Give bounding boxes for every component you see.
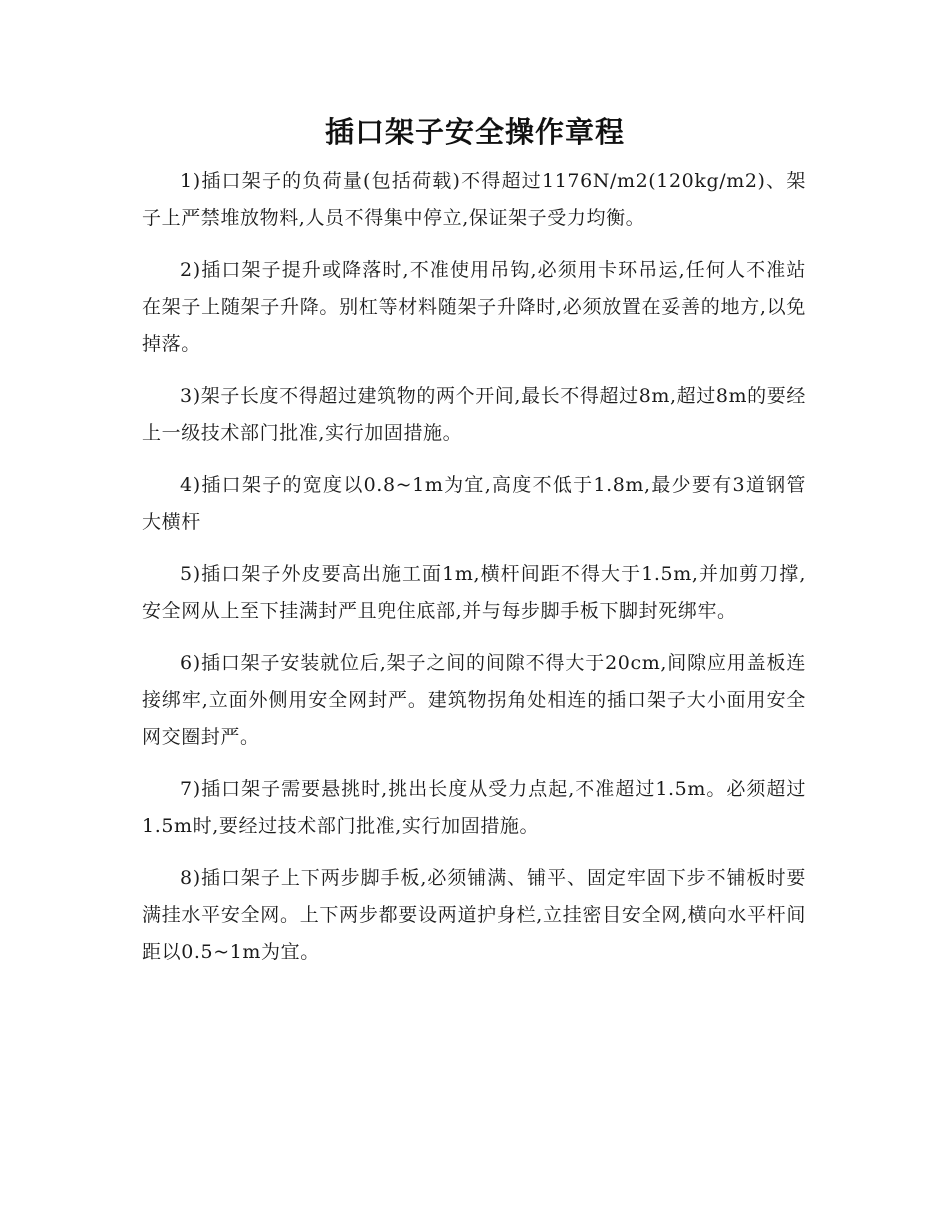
- paragraph-5: 5)插口架子外皮要高出施工面1m,横杆间距不得大于1.5m,并加剪刀撑,安全网从上至下挂满封严且兜住底部,并与每步脚手板下脚封死绑牢。: [142, 563, 806, 622]
- paragraph-7: 7)插口架子需要悬挑时,挑出长度从受力点起,不准超过1.5m。必须超过1.5m时,要经过技术部门批准,实行加固措施。: [142, 778, 806, 837]
- document-body: [142, 163, 806, 986]
- paragraph-3: 3)架子长度不得超过建筑物的两个开间,最长不得超过8m,超过8m的要经上一级技术部门批准,实行加固措施。: [142, 385, 806, 444]
- paragraph-1: 1)插口架子的负荷量(包括荷载)不得超过1176N/m2(120kg/m2)、架子上严禁堆放物料,人员不得集中停立,保证架子受力均衡。: [142, 170, 806, 229]
- paragraph-2: 2)插口架子提升或降落时,不准使用吊钩,必须用卡环吊运,任何人不准站在架子上随架子升降。别杠等材料随架子升降时,必须放置在妥善的地方,以免掉落。: [142, 259, 806, 355]
- paragraph-6: 6)插口架子安装就位后,架子之间的间隙不得大于20cm,间隙应用盖板连接绑牢,立面外侧用安全网封严。建筑物拐角处相连的插口架子大小面用安全网交圈封严。: [142, 652, 806, 748]
- paragraph-8: 8)插口架子上下两步脚手板,必须铺满、铺平、固定牢固下步不铺板时要满挂水平安全网。上下两步都要设两道护身栏,立挂密目安全网,横向水平杆间距以0.5~1m为宜。: [142, 867, 806, 963]
- paragraph-4: 4)插口架子的宽度以0.8~1m为宜,高度不低于1.8m,最少要有3道钢管大横杆: [142, 474, 806, 533]
- document-title: 插口架子安全操作章程: [324, 115, 625, 149]
